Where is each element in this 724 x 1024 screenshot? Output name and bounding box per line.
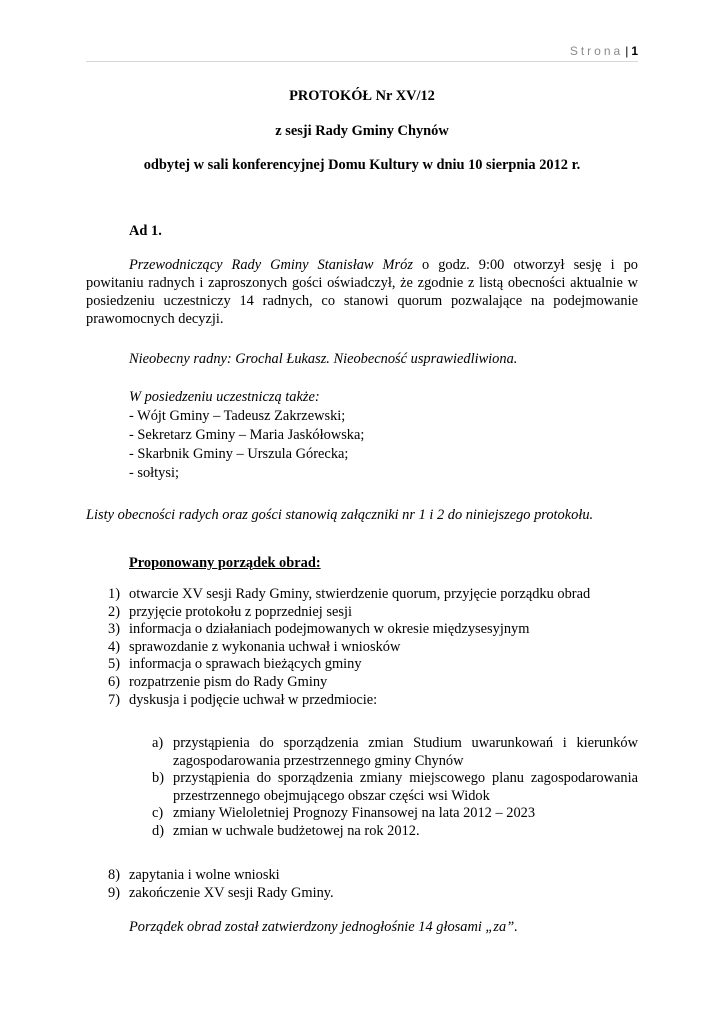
list-item: d) zmian w uchwale budżetowej na rok 2012.	[152, 822, 420, 839]
list-item: 2) przyjęcie protokołu z poprzedniej sesji	[108, 603, 352, 620]
opening-text: o godz. 9:00 otworzył sesję i po powitaniu radnych i zaproszonych gości oświadczył, że zgodnie z listą obecności aktualnie w posiedzeniu uczestniczy 14 radnych, co stanowi quorum pozwalające na podejmowanie prawomocnych decyzji.	[86, 257, 639, 327]
list-item: 8) zapytania i wolne wnioski	[108, 867, 280, 883]
agenda-sublist	[86, 735, 638, 841]
session-location-date: odbytej w sali konferencyjnej Domu Kultury w dniu 10 sierpnia 2012 r.	[143, 157, 581, 173]
protocol-title: PROTOKÓŁ Nr XV/12	[289, 88, 435, 104]
list-item: a) przystąpienia do sporządzenia zmian Studium uwarunkowań i kierunków zagospodarowania przestrzennego gminy Chynów	[152, 735, 638, 769]
list-item: b) przystąpienia do sporządzenia zmiany miejscowego planu zagospodarowania przestrzennego obejmującego obszar części wsi Widok	[152, 770, 638, 804]
attendee-item: - Sekretarz Gminy – Maria Jaskółowska;	[129, 427, 365, 443]
agenda-approved-note: Porządek obrad został zatwierdzony jednogłośnie 14 głosami „za”.	[129, 919, 518, 935]
agenda-list	[86, 586, 638, 709]
page-label: Strona	[569, 44, 624, 58]
header-rule	[86, 61, 638, 62]
list-item: 1) otwarcie XV sesji Rady Gminy, stwierdzenie quorum, przyjęcie porządku obrad	[108, 586, 591, 602]
attendees-heading: W posiedzeniu uczestniczą także:	[129, 389, 320, 405]
attendee-item: - sołtysi;	[129, 465, 179, 481]
list-item: 6) rozpatrzenie pism do Rady Gminy	[108, 673, 328, 690]
list-item: 7) dyskusja i podjęcie uchwał w przedmiocie:	[108, 691, 378, 708]
list-item: 9) zakończenie XV sesji Rady Gminy.	[108, 885, 334, 901]
attendee-item: - Skarbnik Gminy – Urszula Górecka;	[129, 446, 349, 462]
attendee-item: - Wójt Gminy – Tadeusz Zakrzewski;	[129, 408, 346, 424]
page-header	[570, 44, 638, 58]
page-number: 1	[631, 44, 638, 58]
ad-heading: Ad 1.	[129, 223, 162, 239]
agenda-list-continued	[86, 866, 638, 902]
list-item: 4) sprawozdanie z wykonania uchwał i wniosków	[108, 638, 401, 655]
header-separator: |	[625, 44, 629, 58]
attendees-section	[129, 388, 364, 483]
absent-note: Nieobecny radny: Grochal Łukasz. Nieobecność usprawiedliwiona.	[129, 351, 518, 367]
opening-paragraph	[86, 256, 638, 328]
list-item: 3) informacja o działaniach podejmowanych w okresie międzysesyjnym	[108, 621, 530, 638]
session-subtitle: z sesji Rady Gminy Chynów	[275, 123, 449, 139]
list-item: c) zmiany Wieloletniej Prognozy Finansowej na lata 2012 – 2023	[152, 805, 536, 822]
chairman-name: Przewodniczący Rady Gminy Stanisław Mróz	[129, 257, 413, 273]
attendance-lists-note: Listy obecności radych oraz gości stanowią załączniki nr 1 i 2 do niniejszego protokołu.	[86, 507, 594, 523]
list-item: 5) informacja o sprawach bieżących gminy	[108, 656, 362, 673]
agenda-title: Proponowany porządek obrad:	[129, 555, 321, 571]
